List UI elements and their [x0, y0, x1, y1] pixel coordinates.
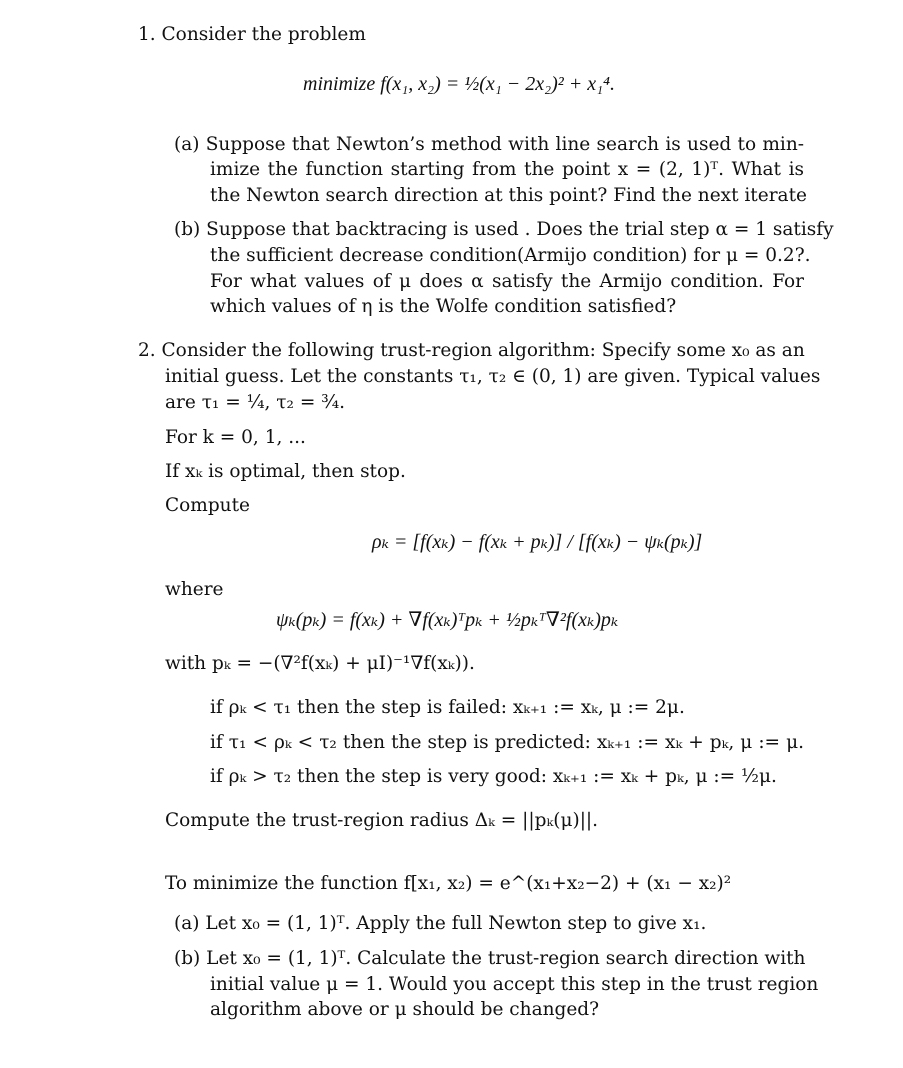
- problem-2-psi-equation: ψₖ(pₖ) = f(xₖ) + ∇f(xₖ)ᵀpₖ + ½pₖᵀ∇²f(xₖ)pₖ: [276, 609, 619, 631]
- problem-1b-line-4: which values of η is the Wolfe condition satisfied?: [210, 296, 677, 317]
- problem-2-compute-label: Compute: [165, 495, 250, 516]
- problem-1b-line-2: the sufficient decrease condition(Armijo condition) for μ = 0.2?.: [210, 245, 811, 266]
- problem-2-where-label: where: [165, 579, 224, 600]
- problem-2-for-line: For k = 0, 1, ...: [165, 427, 306, 448]
- problem-2-condition-very-good: if ρₖ > τ₂ then the step is very good: xₖ₊₁ := xₖ + pₖ, μ := ½μ.: [210, 766, 777, 787]
- problem-2-radius-line: Compute the trust-region radius Δₖ = ||pₖ(μ)||.: [165, 810, 599, 831]
- problem-1-objective-equation: minimize f(x₁, x₂) = ½(x₁ − 2x₂)² + x₁⁴.: [303, 73, 616, 95]
- problem-3-intro: To minimize the function f[x₁, x₂) = e^(x₁+x₂−2) + (x₁ − x₂)²: [165, 873, 732, 894]
- problem-2-condition-failed: if ρₖ < τ₁ then the step is failed: xₖ₊₁ := xₖ, μ := 2μ.: [210, 697, 685, 718]
- problem-2-step-definition: with pₖ = −(∇²f(xₖ) + μI)⁻¹∇f(xₖ)).: [165, 653, 475, 674]
- problem-2-intro-line-3: are τ₁ = ¼, τ₂ = ¾.: [165, 392, 346, 413]
- problem-3b-line-1: (b) Let x₀ = (1, 1)ᵀ. Calculate the trust-region search direction with: [174, 948, 806, 969]
- problem-2-rho-equation: ρₖ = [f(xₖ) − f(xₖ + pₖ)] / [f(xₖ) − ψₖ(pₖ)]: [372, 531, 703, 553]
- problem-2-intro-line-2: initial guess. Let the constants τ₁, τ₂ ∈ (0, 1) are given. Typical values: [165, 366, 821, 387]
- problem-1-header: 1. Consider the problem: [138, 24, 366, 45]
- problem-2-intro-line-1: 2. Consider the following trust-region algorithm: Specify some x₀ as an: [138, 340, 805, 361]
- problem-1a-line-3: the Newton search direction at this point? Find the next iterate: [210, 185, 807, 206]
- problem-3a-line: (a) Let x₀ = (1, 1)ᵀ. Apply the full Newton step to give x₁.: [174, 913, 707, 934]
- problem-1b-line-3: For what values of μ does α satisfy the Armijo condition. For: [210, 271, 804, 292]
- problem-2-if-optimal-line: If xₖ is optimal, then stop.: [165, 461, 406, 482]
- problem-2-condition-predicted: if τ₁ < ρₖ < τ₂ then the step is predicted: xₖ₊₁ := xₖ + pₖ, μ := μ.: [210, 732, 804, 753]
- problem-3b-line-2: initial value μ = 1. Would you accept this step in the trust region: [210, 974, 819, 995]
- problem-1b-line-1: (b) Suppose that backtracing is used . Does the trial step α = 1 satisfy: [174, 219, 834, 240]
- problem-1a-line-1: (a) Suppose that Newton’s method with line search is used to min-: [174, 134, 804, 155]
- problem-1a-line-2: imize the function starting from the point x = (2, 1)ᵀ. What is: [210, 159, 804, 180]
- problem-3b-line-3: algorithm above or μ should be changed?: [210, 999, 600, 1020]
